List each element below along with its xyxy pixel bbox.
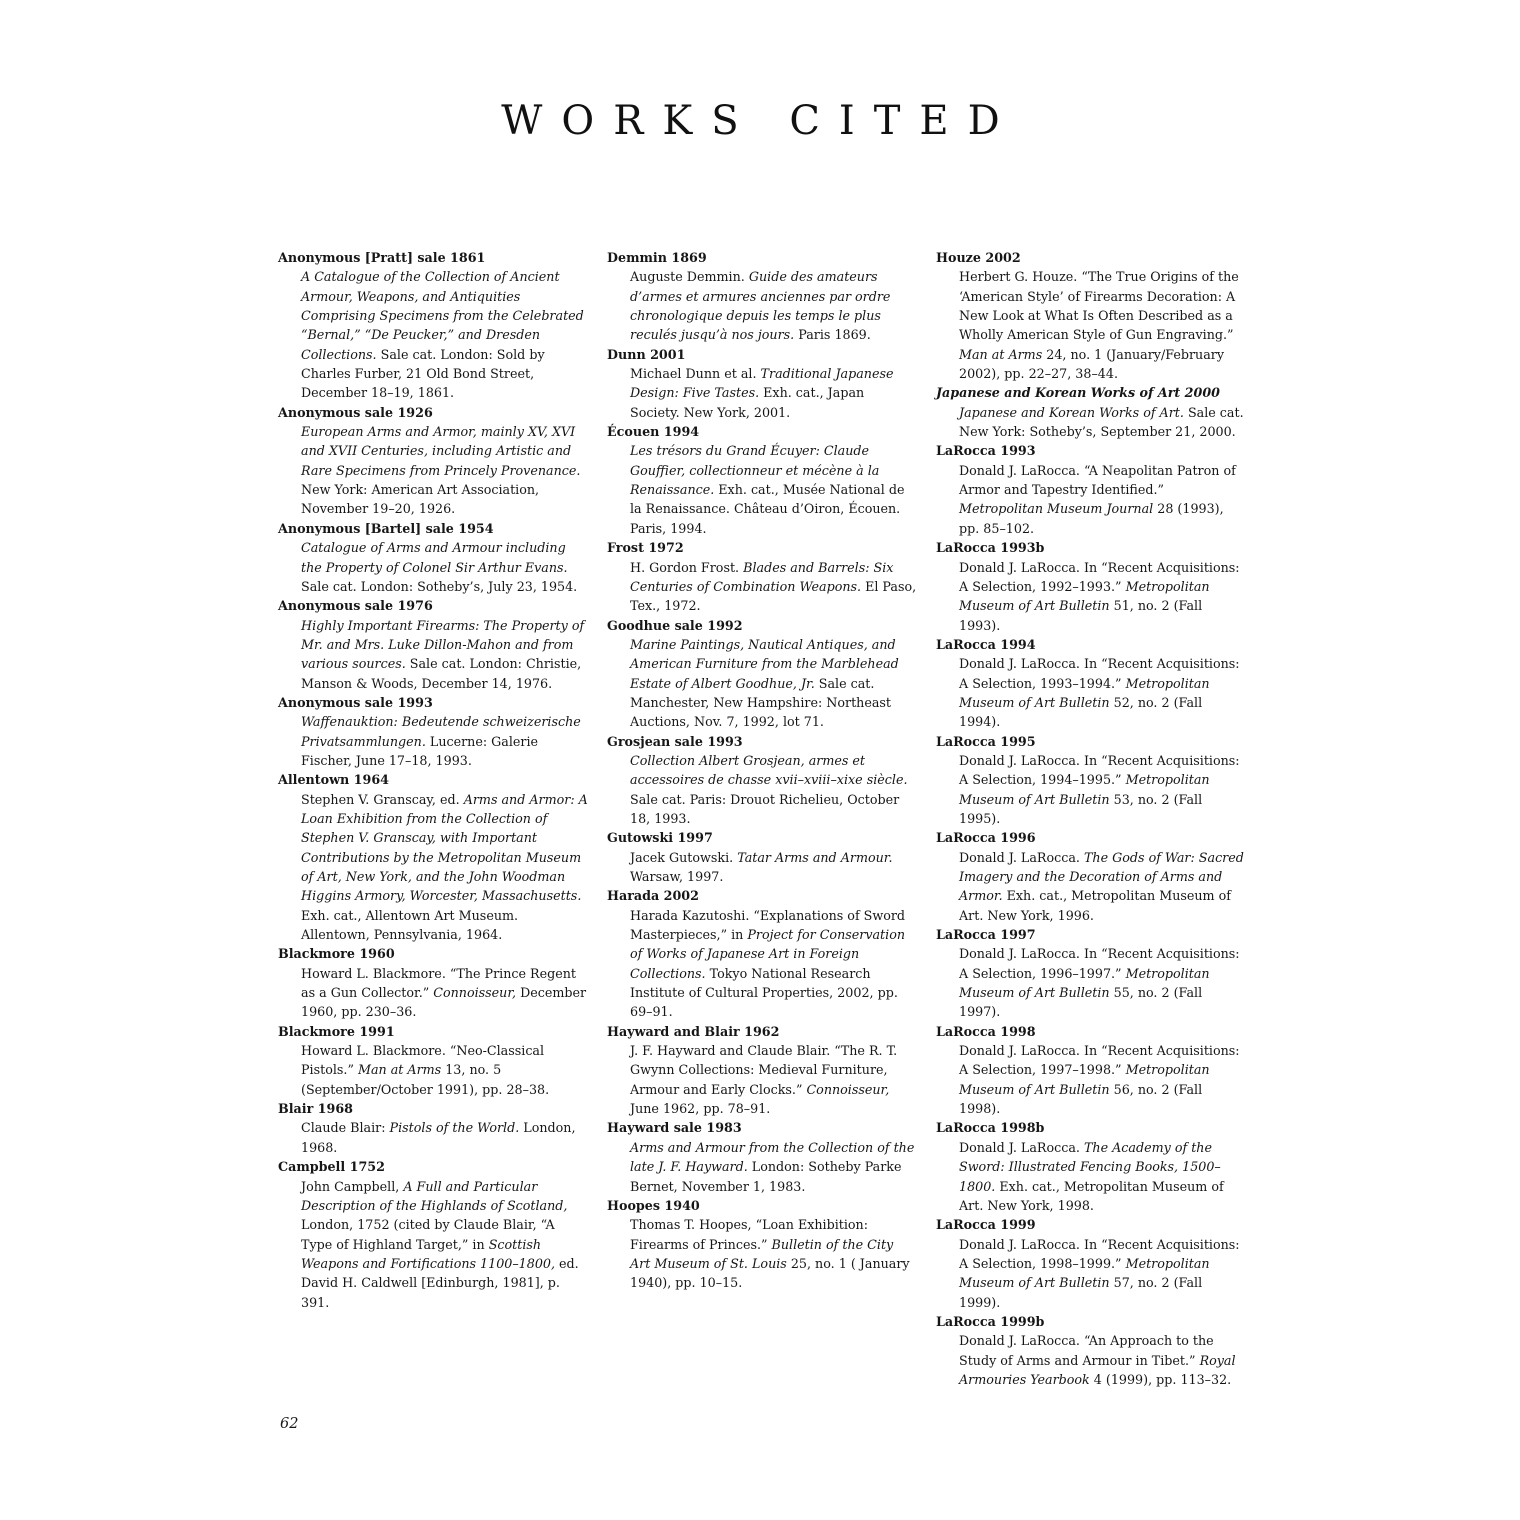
entry-reference bbox=[607, 635, 917, 732]
entry-heading: Goodhue sale 1992 bbox=[607, 617, 743, 633]
entry-reference bbox=[278, 422, 588, 519]
column-3 bbox=[936, 248, 1246, 1389]
entry-heading: Blackmore 1960 bbox=[278, 946, 395, 962]
reference-text: Exh. cat., Metropolitan Museum of Art. New York, 1996. bbox=[959, 888, 1231, 923]
reference-title: Waffenauktion: Bedeutende schweizerische Privatsammlungen. bbox=[301, 714, 581, 749]
entry-heading: Anonymous sale 1993 bbox=[278, 694, 433, 710]
reference-text: December 1960, pp. 230–36. bbox=[301, 985, 587, 1020]
reference-text: 24, no. 1 (January/February 2002), pp. 22–27, 38–44. bbox=[959, 346, 1225, 382]
bibliography-entry bbox=[278, 596, 588, 693]
reference-title: Man at Arms bbox=[959, 346, 1043, 362]
reference-title: Bulletin of the City Art Museum of St. Louis bbox=[630, 1236, 894, 1271]
entry-heading: Gutowski 1997 bbox=[607, 830, 713, 846]
reference-text: Howard L. Blackmore. “Neo-Classical Pistols.” bbox=[301, 1043, 545, 1078]
reference-text: June 1962, pp. 78–91. bbox=[630, 1101, 771, 1117]
reference-text: Donald J. LaRocca. In “Recent Acquisitions: A Selection, 1996–1997.” bbox=[959, 946, 1240, 981]
entry-reference bbox=[936, 944, 1246, 1021]
bibliography-entry bbox=[607, 538, 917, 615]
entry-reference bbox=[607, 906, 917, 1022]
entry-reference bbox=[936, 654, 1246, 731]
reference-title: Collection Albert Grosjean, armes et accessoires de chasse xvii–xviii–xixe siècle. bbox=[630, 752, 908, 788]
reference-title: European Arms and Armor, mainly XV, XVI and XVII Centuries, including Artistic and Rare Specimens from Princely Provenance. bbox=[301, 424, 581, 478]
entry-heading: Blair 1968 bbox=[278, 1101, 353, 1117]
reference-text: Sale cat. London: Sold by Charles Furber, 21 Old Bond Street, December 18–19, 1861. bbox=[301, 346, 545, 401]
reference-title: Japanese and Korean Works of Art. bbox=[959, 404, 1184, 420]
bibliography-entry bbox=[936, 925, 1246, 1022]
reference-title: The Gods of War: Sacred Imagery and the Decoration of Arms and Armor. bbox=[959, 849, 1244, 904]
column-1 bbox=[278, 248, 588, 1312]
entry-heading: Hayward sale 1983 bbox=[607, 1120, 742, 1136]
reference-title: Catalogue of Arms and Armour including the Property of Colonel Sir Arthur Evans. bbox=[301, 540, 568, 575]
reference-title: Tatar Arms and Armour. bbox=[737, 849, 893, 865]
bibliography-entry bbox=[607, 828, 917, 886]
bibliography-entry bbox=[607, 1196, 917, 1293]
entry-reference bbox=[936, 1331, 1246, 1389]
entry-heading: LaRocca 1993b bbox=[936, 540, 1045, 556]
entry-reference bbox=[936, 751, 1246, 828]
entry-heading: Écouen 1994 bbox=[607, 424, 700, 440]
reference-text: Thomas T. Hoopes, “Loan Exhibition: Firearms of Princes.” bbox=[630, 1217, 869, 1252]
entry-heading: Harada 2002 bbox=[607, 888, 699, 904]
entry-heading: Hoopes 1940 bbox=[607, 1197, 700, 1213]
entry-reference bbox=[278, 712, 588, 770]
entry-heading: Blackmore 1991 bbox=[278, 1023, 395, 1039]
reference-title: Marine Paintings, Nautical Antiques, and American Furniture from the Marblehead Estate of Albert Goodhue, Jr. bbox=[630, 636, 899, 691]
entry-heading: Demmin 1869 bbox=[607, 250, 707, 265]
entry-reference bbox=[607, 848, 917, 887]
reference-text: 28 (1993), pp. 85–102. bbox=[959, 501, 1224, 536]
reference-text: Warsaw, 1997. bbox=[630, 869, 724, 884]
bibliography-entry bbox=[936, 441, 1246, 538]
reference-text: 57, no. 2 (Fall 1999). bbox=[959, 1275, 1203, 1310]
reference-title: Metropolitan Museum of Art Bulletin bbox=[959, 1255, 1210, 1291]
entry-heading: LaRocca 1999b bbox=[936, 1313, 1045, 1329]
entry-heading: Anonymous sale 1976 bbox=[278, 598, 433, 614]
reference-text: Claude Blair: bbox=[301, 1120, 390, 1136]
entry-reference bbox=[607, 441, 917, 538]
reference-text: Exh. cat., Metropolitan Museum of Art. New York, 1998. bbox=[959, 1178, 1224, 1213]
entry-reference bbox=[936, 1235, 1246, 1312]
reference-text: New York: American Art Association, November 19–20, 1926. bbox=[301, 482, 540, 517]
entry-heading: Campbell 1752 bbox=[278, 1159, 385, 1175]
entry-reference bbox=[607, 1215, 917, 1292]
reference-text: Tokyo National Research Institute of Cultural Properties, 2002, pp. 69–91. bbox=[630, 965, 898, 1020]
entry-reference bbox=[607, 751, 917, 828]
reference-title: Connoisseur, bbox=[806, 1081, 890, 1097]
entry-reference bbox=[607, 267, 917, 344]
reference-text: Exh. cat., Japan Society. New York, 2001. bbox=[630, 385, 865, 420]
entry-heading: LaRocca 1996 bbox=[936, 830, 1036, 846]
entry-heading: Frost 1972 bbox=[607, 540, 684, 556]
reference-text: Donald J. LaRocca. “An Approach to the Study of Arms and Armour in Tibet.” bbox=[959, 1333, 1214, 1368]
entry-reference bbox=[936, 1138, 1246, 1215]
reference-text: Donald J. LaRocca. In “Recent Acquisitions: A Selection, 1992–1993.” bbox=[959, 559, 1240, 594]
entry-reference bbox=[278, 964, 588, 1022]
reference-title: Metropolitan Museum of Art Bulletin bbox=[959, 772, 1210, 807]
reference-text: Exh. cat., Musée National de la Renaissance. Château d’Oiron, Écouen. Paris, 1994. bbox=[630, 482, 905, 536]
reference-text: ed. David H. Caldwell [Edinburgh, 1981], p. 391. bbox=[301, 1255, 579, 1310]
reference-title: A Full and Particular Description of the Highlands of Scotland, bbox=[301, 1178, 568, 1213]
reference-text: 4 (1999), pp. 113–32. bbox=[1089, 1371, 1232, 1387]
reference-text: London, 1752 (cited by Claude Blair, “A Type of Highland Target,” in bbox=[301, 1217, 555, 1252]
reference-text: Herbert G. Houze. “The True Origins of the ‘American Style’ of Firearms Decoration: A New Look at What Is Often Described as a Wholly American Style of Gun Engraving.” bbox=[959, 269, 1239, 343]
entry-heading: Allentown 1964 bbox=[278, 772, 389, 788]
reference-text: J. F. Hayward and Claude Blair. “The R. T. Gwynn Collections: Medieval Furniture, Armour and Early Clocks.” bbox=[630, 1043, 898, 1097]
bibliography-entry bbox=[936, 383, 1246, 441]
reference-title: Traditional Japanese Design: Five Tastes. bbox=[630, 366, 894, 401]
reference-text: Sale cat. Manchester, New Hampshire: Northeast Auctions, Nov. 7, 1992, lot 71. bbox=[630, 675, 892, 730]
entry-reference bbox=[936, 1041, 1246, 1118]
entry-heading: LaRocca 1998 bbox=[936, 1023, 1036, 1039]
reference-text: Sale cat. London: Sotheby’s, July 23, 1954. bbox=[301, 578, 578, 594]
reference-title: Metropolitan Museum of Art Bulletin bbox=[959, 675, 1210, 710]
bibliography-entry bbox=[607, 345, 917, 422]
entry-heading: LaRocca 1994 bbox=[936, 636, 1036, 652]
reference-text: Exh. cat., Allentown Art Museum. Allentown, Pennsylvania, 1964. bbox=[301, 907, 519, 943]
reference-title: A Catalogue of the Collection of Ancient Armour, Weapons, and Antiquities Comprising Specimens from the Celebrated “Bernal,” “De Peucker,” and Dresden Collections. bbox=[301, 269, 584, 362]
reference-text: 53, no. 2 (Fall 1995). bbox=[959, 791, 1203, 826]
reference-text: Donald J. LaRocca. In “Recent Acquisitions: A Selection, 1993–1994.” bbox=[959, 656, 1240, 691]
bibliography-entry bbox=[278, 403, 588, 519]
entry-reference bbox=[936, 403, 1246, 442]
bibliography-entry bbox=[607, 1118, 917, 1195]
entry-heading: LaRocca 1995 bbox=[936, 733, 1036, 749]
entry-heading: LaRocca 1998b bbox=[936, 1120, 1045, 1136]
reference-text: Stephen V. Granscay, ed. bbox=[301, 791, 464, 807]
bibliography-entry bbox=[278, 770, 588, 944]
entry-reference bbox=[278, 616, 588, 693]
reference-title: Highly Important Firearms: The Property of Mr. and Mrs. Luke Dillon-Mahon and from various sources. bbox=[301, 617, 585, 672]
entry-heading: Houze 2002 bbox=[936, 250, 1021, 265]
entry-heading: Hayward and Blair 1962 bbox=[607, 1023, 780, 1039]
reference-title: Connoisseur, bbox=[433, 985, 517, 1001]
reference-text: John Campbell, bbox=[301, 1178, 404, 1194]
reference-text: Jacek Gutowski. bbox=[630, 849, 738, 865]
reference-title: The Academy of the Sword: Illustrated Fencing Books, 1500–1800. bbox=[959, 1139, 1221, 1194]
entry-heading: Grosjean sale 1993 bbox=[607, 733, 743, 749]
bibliography-entry bbox=[936, 635, 1246, 732]
entry-reference bbox=[278, 1118, 588, 1157]
reference-title: Arms and Armour from the Collection of the late J. F. Hayward. bbox=[630, 1139, 915, 1175]
bibliography-entry bbox=[607, 248, 917, 345]
reference-title: Arms and Armor: A Loan Exhibition from the Collection of Stephen V. Granscay, with Important Contributions by the Metropolitan Museum of Art, New York, and the John Woodman Higgins Armory, Worcester, Massachusetts. bbox=[301, 791, 588, 904]
entry-reference bbox=[278, 1041, 588, 1099]
reference-text: 25, no. 1 ( January 1940), pp. 10–15. bbox=[630, 1255, 910, 1291]
reference-text: London, 1968. bbox=[301, 1120, 576, 1155]
entry-reference bbox=[278, 267, 588, 402]
reference-text: 13, no. 5 (September/October 1991), pp. 28–38. bbox=[301, 1062, 550, 1097]
bibliography-entry bbox=[278, 693, 588, 770]
reference-title: Blades and Barrels: Six Centuries of Combination Weapons. bbox=[630, 559, 894, 594]
reference-text: Paris 1869. bbox=[794, 327, 871, 343]
reference-text: 52, no. 2 (Fall 1994). bbox=[959, 694, 1203, 730]
entry-reference bbox=[936, 267, 1246, 383]
entry-reference bbox=[936, 461, 1246, 538]
entry-reference bbox=[936, 558, 1246, 635]
reference-text: Donald J. LaRocca. “A Neapolitan Patron of Armor and Tapestry Identified.” bbox=[959, 462, 1236, 498]
reference-text: Sale cat. New York: Sotheby’s, September 21, 2000. bbox=[959, 404, 1244, 440]
bibliography-entry bbox=[936, 828, 1246, 925]
bibliography-entry bbox=[936, 732, 1246, 829]
reference-text: Donald J. LaRocca. In “Recent Acquisitions: A Selection, 1997–1998.” bbox=[959, 1043, 1240, 1078]
reference-text: Sale cat. Paris: Drouot Richelieu, October 18, 1993. bbox=[630, 791, 900, 826]
entry-reference bbox=[607, 1138, 917, 1196]
entry-reference bbox=[278, 790, 588, 945]
reference-text: El Paso, Tex., 1972. bbox=[630, 578, 917, 614]
entry-heading: Dunn 2001 bbox=[607, 346, 686, 362]
reference-title: Metropolitan Museum of Art Bulletin bbox=[959, 965, 1210, 1001]
bibliography-entry bbox=[936, 1022, 1246, 1119]
bibliography-entry bbox=[936, 1312, 1246, 1389]
bibliography-entry bbox=[278, 1099, 588, 1157]
reference-text: Donald J. LaRocca. In “Recent Acquisitions: A Selection, 1998–1999.” bbox=[959, 1236, 1240, 1271]
reference-text: Donald J. LaRocca. bbox=[959, 849, 1084, 865]
entry-reference bbox=[607, 558, 917, 616]
column-2 bbox=[607, 248, 917, 1293]
bibliography-entry bbox=[278, 519, 588, 596]
entry-reference bbox=[607, 1041, 917, 1118]
reference-text: Howard L. Blackmore. “The Prince Regent as a Gun Collector.” bbox=[301, 965, 576, 1001]
reference-title: Pistols of the World. bbox=[389, 1120, 520, 1136]
reference-text: Michael Dunn et al. bbox=[630, 366, 761, 382]
entry-heading: LaRocca 1997 bbox=[936, 927, 1036, 943]
reference-text: Sale cat. London: Christie, Manson & Woods, December 14, 1976. bbox=[301, 656, 582, 691]
entry-heading: LaRocca 1999 bbox=[936, 1217, 1036, 1233]
bibliography-entry bbox=[278, 1157, 588, 1312]
reference-title: Metropolitan Museum of Art Bulletin bbox=[959, 578, 1210, 614]
reference-text: 56, no. 2 (Fall 1998). bbox=[959, 1081, 1203, 1117]
reference-title: Guide des amateurs d’armes et armures anciennes par ordre chronologique depuis les temps le plus reculés jusqu’à nos jours. bbox=[630, 269, 891, 343]
reference-title: Man at Arms bbox=[357, 1062, 442, 1078]
reference-text: H. Gordon Frost. bbox=[630, 559, 744, 575]
entry-reference bbox=[936, 848, 1246, 925]
reference-text: Donald J. LaRocca. bbox=[959, 1139, 1084, 1155]
reference-text: Harada Kazutoshi. “Explanations of Sword Masterpieces,” in bbox=[630, 907, 906, 943]
bibliography-entry bbox=[278, 248, 588, 403]
bibliography-entry bbox=[936, 248, 1246, 383]
entry-heading: Japanese and Korean Works of Art 2000 bbox=[936, 385, 1220, 401]
reference-text: Donald J. LaRocca. In “Recent Acquisitions: A Selection, 1994–1995.” bbox=[959, 752, 1240, 788]
reference-text: 55, no. 2 (Fall 1997). bbox=[959, 985, 1203, 1020]
page-title: WORKS CITED bbox=[501, 98, 1019, 144]
entry-heading: Anonymous [Bartel] sale 1954 bbox=[278, 520, 494, 536]
entry-heading: Anonymous [Pratt] sale 1861 bbox=[278, 250, 486, 265]
entry-reference bbox=[607, 364, 917, 422]
bibliography-entry bbox=[607, 732, 917, 829]
reference-text: Auguste Demmin. bbox=[630, 269, 749, 285]
reference-title: Metropolitan Museum of Art Bulletin bbox=[959, 1062, 1210, 1097]
reference-text: 51, no. 2 (Fall 1993). bbox=[959, 598, 1203, 633]
bibliography-entry bbox=[607, 1022, 917, 1119]
reference-text: London: Sotheby Parke Bernet, November 1, 1983. bbox=[630, 1159, 902, 1194]
bibliography-entry bbox=[936, 1215, 1246, 1312]
bibliography-entry bbox=[936, 1118, 1246, 1215]
bibliography-entry bbox=[278, 1022, 588, 1099]
reference-title: Royal Armouries Yearbook bbox=[959, 1352, 1236, 1387]
entry-heading: LaRocca 1993 bbox=[936, 443, 1036, 459]
bibliography-entry bbox=[936, 538, 1246, 635]
bibliography-entry bbox=[607, 616, 917, 732]
bibliography-entry bbox=[607, 886, 917, 1021]
reference-title: Project for Conservation of Works of Japanese Art in Foreign Collections. bbox=[630, 927, 906, 981]
page-number: 62 bbox=[280, 1416, 299, 1432]
bibliography-entry bbox=[607, 422, 917, 538]
reference-title: Les trésors du Grand Écuyer: Claude Gouffier, collectionneur et mécène à la Renaissance. bbox=[630, 443, 880, 498]
entry-heading: Anonymous sale 1926 bbox=[278, 404, 433, 420]
reference-title: Metropolitan Museum Journal bbox=[959, 501, 1154, 517]
entry-reference bbox=[278, 1177, 588, 1312]
reference-text: Lucerne: Galerie Fischer, June 17–18, 1993. bbox=[301, 733, 539, 768]
bibliography-entry bbox=[278, 944, 588, 1021]
reference-title: Scottish Weapons and Fortifications 1100–1800, bbox=[301, 1236, 556, 1271]
entry-reference bbox=[278, 538, 588, 596]
